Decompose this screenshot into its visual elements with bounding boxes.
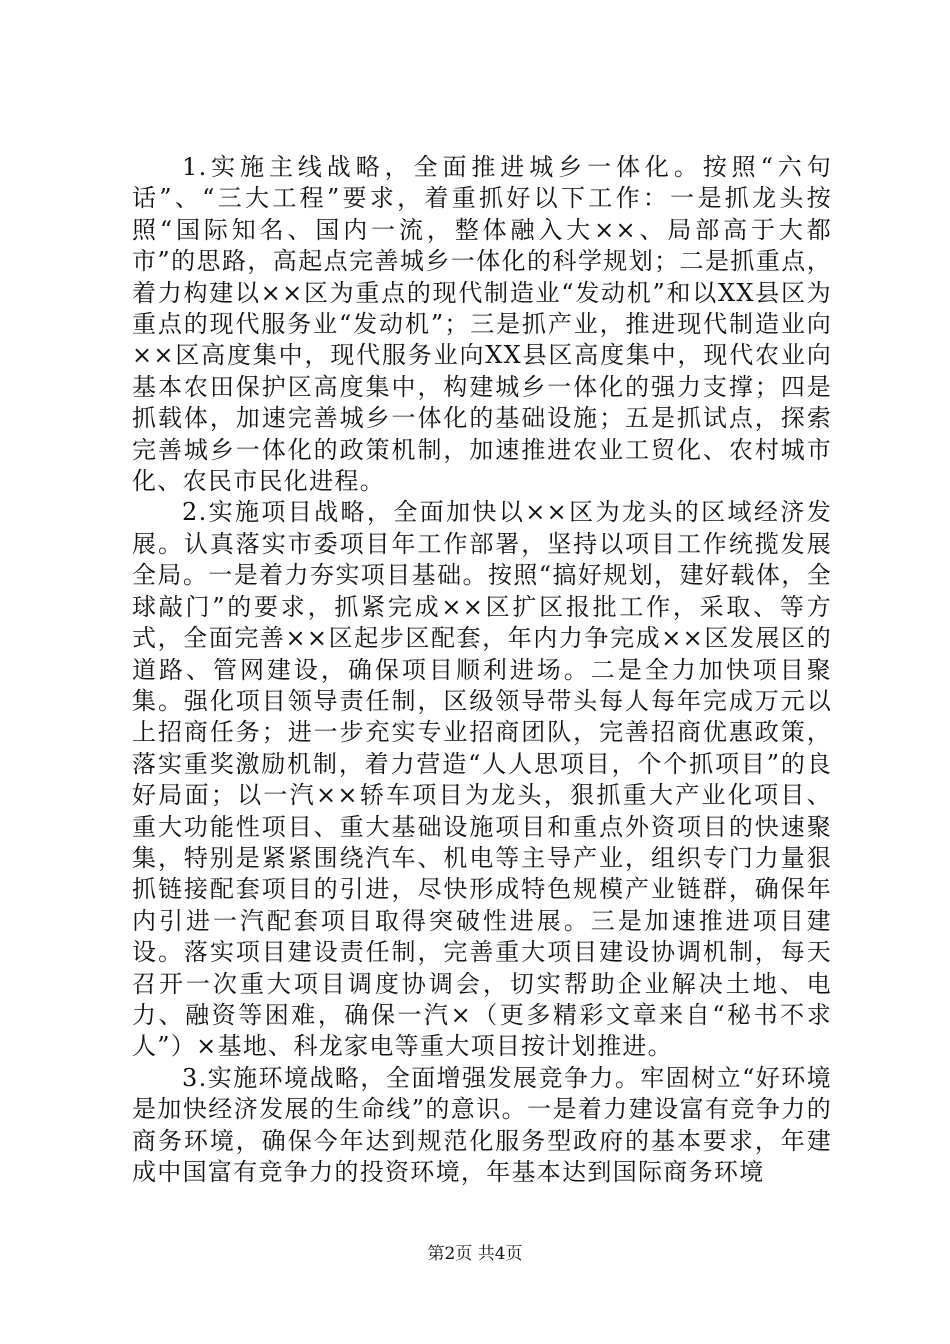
paragraph-2: 2.实施项目战略，全面加快以××区为龙头的区域经济发展。认真落实市委项目年工作部署，坚持以项目工作统揽发展全局。一是着力夯实项目基础。按照“搞好规划，建好载体，全球敲门”的要求，抓紧完成××区扩区报批工作，采取、等方式，全面完善××区起步区配套，年内力争完成××区发展区的道路、管网建设，确保项目顺利进场。二是全力加快项目聚集。强化项目领导责任制，区级领导带头每人每年完成万元以上招商任务；进一步充实专业招商团队，完善招商优惠政策，落实重奖激励机制，着力营造“人人思项目，个个抓项目”的良好局面；以一汽××轿车项目为龙头，狠抓重大产业化项目、重大功能性项目、重大基础设施项目和重点外资项目的快速聚集，特别是紧紧围绕汽车、机电等主导产业，组织专门力量狠抓链接配套项目的引进，尽快形成特色规模产业链群，确保年内引进一汽配套项目取得突破性进展。三是加速推进项目建设。落实项目建设责任制，完善重大项目建设协调机制，每天召开一次重大项目调度协调会，切实帮助企业解决土地、电力、融资等困难，确保一汽×（更多精彩文章来自“秘书不求人”）×基地、科龙家电等重大项目按计划推进。	[132, 498, 832, 1061]
page-number-footer: 第2页 共4页	[427, 1244, 523, 1264]
document-body	[132, 152, 832, 1188]
paragraph-3: 3.实施环境战略，全面增强发展竞争力。牢固树立“好环境是加快经济发展的生命线”的意识。一是着力建设富有竞争力的商务环境，确保今年达到规范化服务型政府的基本要求，年建成中国富有竞争力的投资环境，年基本达到国际商务环境	[132, 1063, 832, 1186]
paragraph-1: 1.实施主线战略，全面推进城乡一体化。按照“六句话”、“三大工程”要求，着重抓好以下工作：一是抓龙头按照“国际知名、国内一流，整体融入大××、局部高于大都市”的思路，高起点完善城乡一体化的科学规划；二是抓重点，着力构建以××区为重点的现代制造业“发动机”和以XX县区为重点的现代服务业“发动机”；三是抓产业，推进现代制造业向××区高度集中，现代服务业向XX县区高度集中，现代农业向基本农田保护区高度集中，构建城乡一体化的强力支撑；四是抓载体，加速完善城乡一体化的基础设施；五是抓试点，探索完善城乡一体化的政策机制，加速推进农业工贸化、农村城市化、农民市民化进程。	[132, 153, 832, 496]
